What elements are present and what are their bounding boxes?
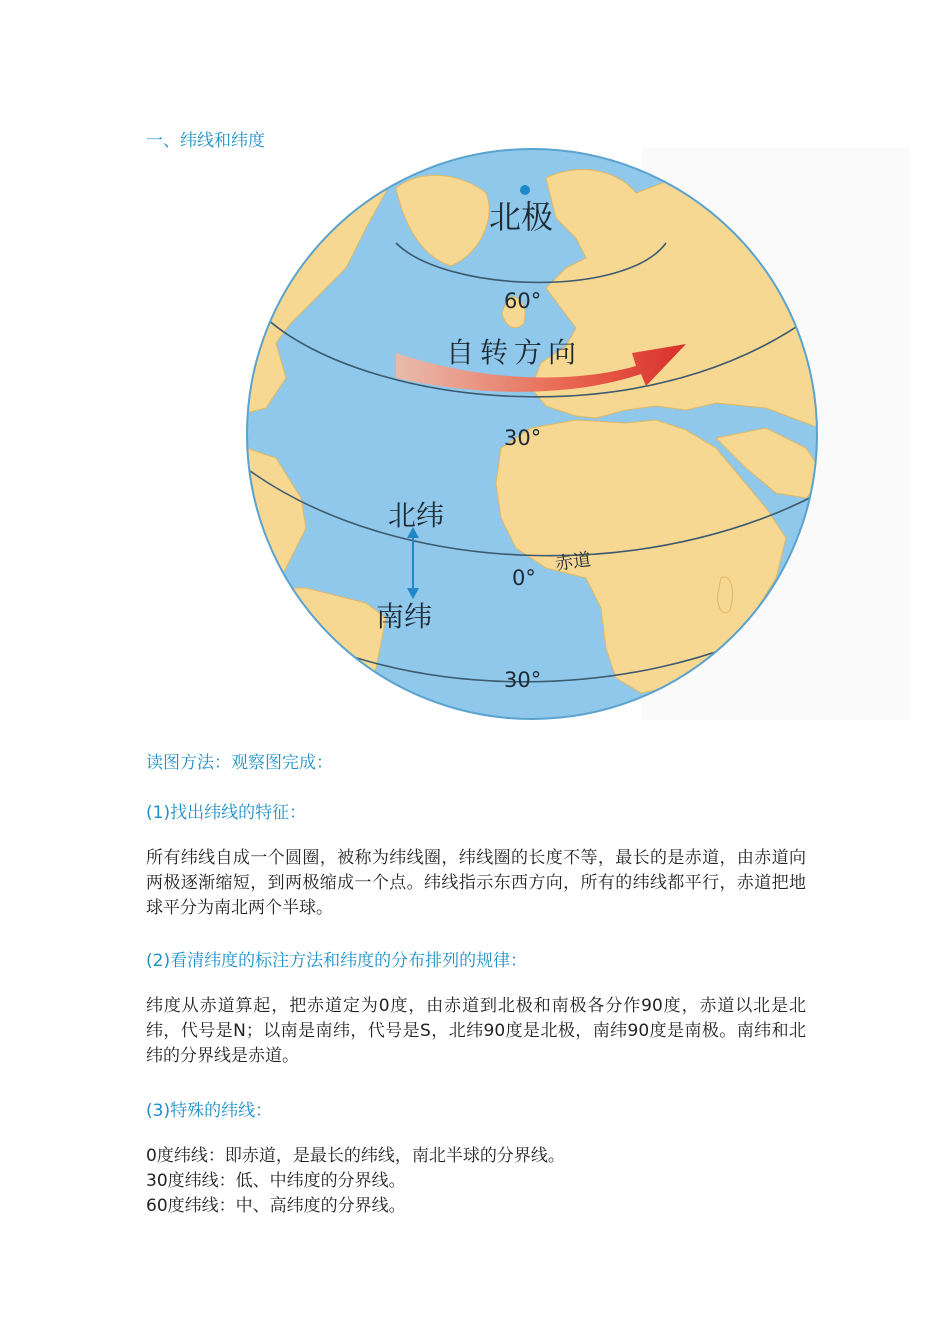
globe-figure (246, 148, 910, 720)
north-pole-label: 北极 (489, 198, 554, 236)
lat-30n-label: 30° (504, 426, 542, 450)
section-3-title: (3)特殊的纬线： (146, 1101, 273, 1121)
south-america-land (246, 588, 386, 720)
lat-30s-label: 30° (504, 668, 542, 692)
equator-degree-label: 0° (512, 566, 536, 590)
rotation-label: 自转方向 (446, 336, 583, 369)
section-1-title: (1)找出纬线的特征： (146, 803, 307, 823)
section-1-text: 所有纬线自成一个圆圈，被称为纬线圈，纬线圈的长度不等，最长的是赤道，由赤道向两极逐渐缩短，到两极缩成一个点。纬线指示东西方向，所有的纬线都平行，赤道把地球平分为南北两个半球。 (146, 848, 806, 918)
section-2-body (146, 994, 806, 1069)
special-latitude-30: 30度纬线：低、中纬度的分界线。 (146, 1171, 406, 1191)
section-2-title: (2)看清纬度的标注方法和纬度的分布排列的规律： (146, 951, 528, 971)
section-2-text: 纬度从赤道算起，把赤道定为0度，由赤道到北极和南极各分作90度，赤道以北是北纬，代号是N；以南是南纬，代号是S，北纬90度是北极，南纬90度是南极。南纬和北纬的分界线是赤道。 (146, 996, 806, 1066)
section-heading: 一、纬线和纬度 (146, 131, 265, 151)
equator-label: 赤道 (553, 549, 593, 575)
section-3-body (146, 1144, 806, 1219)
madagascar-land (718, 577, 733, 613)
south-latitude-label: 南纬 (376, 600, 433, 633)
lat-60-label: 60° (504, 289, 542, 313)
special-latitude-0: 0度纬线：即赤道，是最长的纬线，南北半球的分界线。 (146, 1146, 565, 1166)
special-latitude-60: 60度纬线：中、高纬度的分界线。 (146, 1196, 406, 1216)
north-latitude-label: 北纬 (388, 499, 445, 532)
north-pole-dot (520, 185, 530, 195)
section-1-body (146, 846, 806, 921)
method-title: 读图方法：观察图完成： (146, 753, 333, 773)
